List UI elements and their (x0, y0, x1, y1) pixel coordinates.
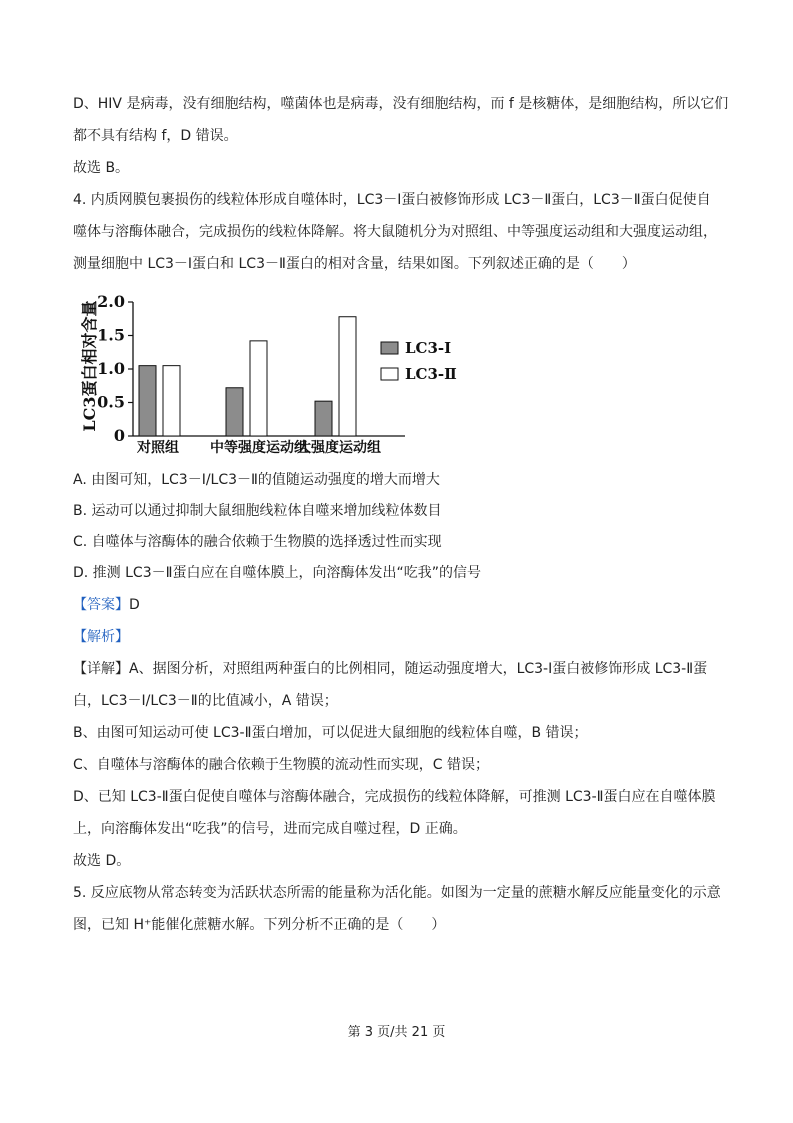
y-tick-label: 0.5 (97, 392, 125, 412)
analysis-bracket: 【解析】 (73, 629, 129, 645)
y-tick-label: 1.0 (97, 359, 125, 378)
bar-lc3-2 (163, 366, 180, 436)
text-line-1: D、HIV 是病毒，没有细胞结构，噬菌体也是病毒，没有细胞结构，而 f 是核糖体，是细胞结构，所以它们 (73, 96, 729, 112)
y-axis-label: LC3蛋白相对含量 (80, 300, 99, 432)
option-d: D. 推测 LC3－Ⅱ蛋白应在自噬体膜上，向溶酶体发出“吃我”的信号 (73, 565, 482, 581)
answer-value: D (129, 597, 140, 613)
question-4-line-2: 噬体与溶酶体融合，完成损伤的线粒体降解。将大鼠随机分为对照组、中等强度运动组和大强度运动组， (73, 224, 717, 240)
y-tick-label: 0 (113, 426, 125, 445)
answer-bracket: 【答案】 (73, 597, 129, 613)
bar-chart (73, 280, 457, 460)
question-5-line-1: 5. 反应底物从常态转变为活跃状态所需的能量称为活化能。如图为一定量的蔗糖水解反应能量变化的示意 (73, 885, 721, 901)
option-c: C. 自噬体与溶酶体的融合依赖于生物膜的选择透过性而实现 (73, 534, 442, 550)
detail-line-5: D、已知 LC3-Ⅱ蛋白促使自噬体与溶酶体融合，完成损伤的线粒体降解，可推测 LC3-Ⅱ蛋白应在自噬体膜 (73, 789, 716, 805)
text-line-3: 故选 B。 (73, 160, 130, 176)
page-footer: 第 3 页/共 21 页 (347, 1025, 446, 1040)
bar-lc3-2 (339, 317, 356, 436)
detail-line-3: B、由图可知运动可使 LC3-Ⅱ蛋白增加，可以促进大鼠细胞的线粒体自噬，B 错误； (73, 725, 588, 741)
detail-bracket: 【详解】 (73, 661, 129, 677)
y-tick-label: 1.5 (97, 325, 125, 345)
detail-line-7: 故选 D。 (73, 853, 131, 869)
detail-text-1: A、据图分析，对照组两种蛋白的比例相同，随运动强度增大，LC3-Ⅰ蛋白被修饰形成 LC3-Ⅱ蛋 (129, 661, 708, 677)
question-4-line-3: 测量细胞中 LC3－Ⅰ蛋白和 LC3－Ⅱ蛋白的相对含量，结果如图。下列叙述正确的是（ ） (73, 256, 636, 272)
option-b: B. 运动可以通过抑制大鼠细胞线粒体自噬来增加线粒体数目 (73, 503, 442, 519)
bar-chart-svg (73, 280, 457, 460)
legend-swatch-lc3-2 (381, 368, 398, 380)
text-line-2: 都不具有结构 f，D 错误。 (73, 128, 238, 144)
x-category-label: 中等强度运动组 (210, 440, 308, 456)
bar-lc3-1 (226, 388, 243, 436)
bar-lc3-2 (250, 341, 267, 436)
detail-line-1 (73, 659, 707, 679)
detail-line-4: C、自噬体与溶酶体的融合依赖于生物膜的流动性而实现，C 错误； (73, 757, 489, 773)
detail-line-6: 上，向溶酶体发出“吃我”的信号，进而完成自噬过程，D 正确。 (73, 821, 467, 837)
x-category-label: 对照组 (137, 440, 179, 456)
bar-lc3-1 (315, 401, 332, 436)
legend-swatch-lc3-1 (381, 342, 398, 354)
y-tick-label: 2.0 (97, 292, 125, 311)
option-a: A. 由图可知，LC3－Ⅰ/LC3－Ⅱ的值随运动强度的增大而增大 (73, 472, 440, 488)
detail-line-2: 白，LC3－Ⅰ/LC3－Ⅱ的比值减小，A 错误； (73, 693, 338, 709)
x-category-label: 大强度运动组 (297, 440, 381, 456)
bar-lc3-1 (139, 366, 156, 436)
answer-line (73, 595, 140, 615)
question-5-line-2: 图，已知 H⁺能催化蔗糖水解。下列分析不正确的是（ ） (73, 917, 446, 933)
analysis-line (73, 627, 129, 647)
legend-label-lc3-2: LC3-Ⅱ (405, 365, 457, 383)
question-4-line-1: 4. 内质网膜包裹损伤的线粒体形成自噬体时，LC3－Ⅰ蛋白被修饰形成 LC3－Ⅱ蛋白，LC3－Ⅱ蛋白促使自 (73, 192, 711, 208)
legend-label-lc3-1: LC3-Ⅰ (405, 339, 452, 357)
